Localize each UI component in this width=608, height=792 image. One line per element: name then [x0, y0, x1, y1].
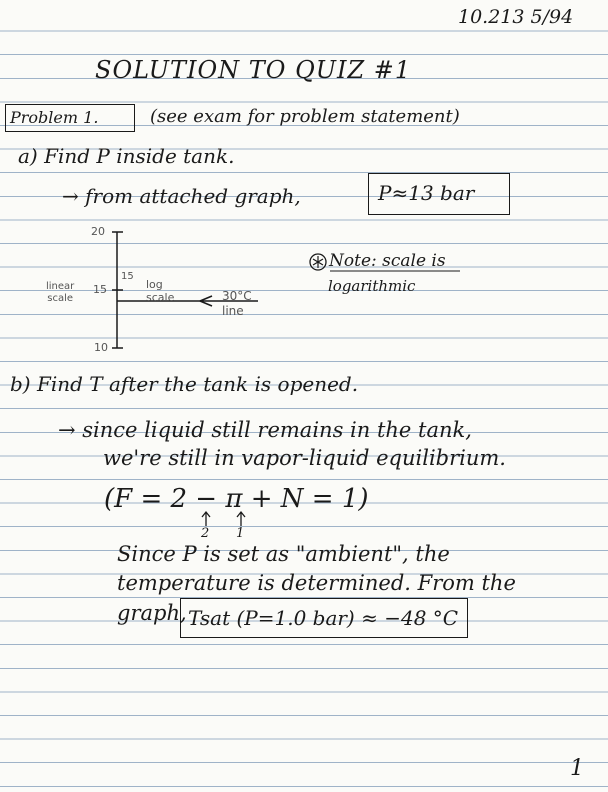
course-date: 10.213 5/94	[458, 6, 574, 28]
30c-line-label: 30°C line	[222, 289, 252, 318]
tick-15-log: 15	[121, 271, 134, 282]
part-b-line3: Since P is set as "ambient", the	[117, 542, 450, 566]
part-a-answer: P≈13 bar	[378, 181, 475, 205]
part-b-line2: we're still in vapor-liquid equilibrium.	[103, 446, 506, 470]
phase-rule-equation: (F = 2 − π + N = 1)	[104, 484, 369, 514]
tick-15: 15	[93, 283, 107, 296]
part-a-line1: → from attached graph,	[62, 184, 301, 208]
n-value: 1	[236, 526, 245, 541]
note-line2: logarithmic	[328, 277, 416, 295]
pi-value: 2	[201, 526, 210, 541]
note-line1: Note: scale is	[329, 251, 446, 271]
part-b-line5: graph,	[117, 601, 187, 625]
problem-label: Problem 1.	[10, 108, 99, 127]
tick-10: 10	[94, 341, 108, 354]
log-scale-label: log scale	[146, 278, 175, 305]
problem-note: (see exam for problem statement)	[150, 106, 460, 127]
linear-scale-label: linear scale	[46, 281, 75, 304]
part-a-heading: a) Find P inside tank.	[18, 144, 235, 168]
page-title: SOLUTION TO QUIZ #1	[95, 56, 412, 84]
part-b-line4: temperature is determined. From the	[117, 571, 516, 595]
part-b-heading: b) Find T after the tank is opened.	[10, 372, 359, 396]
part-b-line1: → since liquid still remains in the tank,	[58, 418, 472, 442]
part-b-answer: Tsat (P=1.0 bar) ≈ −48 °C	[188, 606, 459, 630]
page-number: 1	[570, 756, 584, 781]
tick-20: 20	[91, 225, 105, 238]
